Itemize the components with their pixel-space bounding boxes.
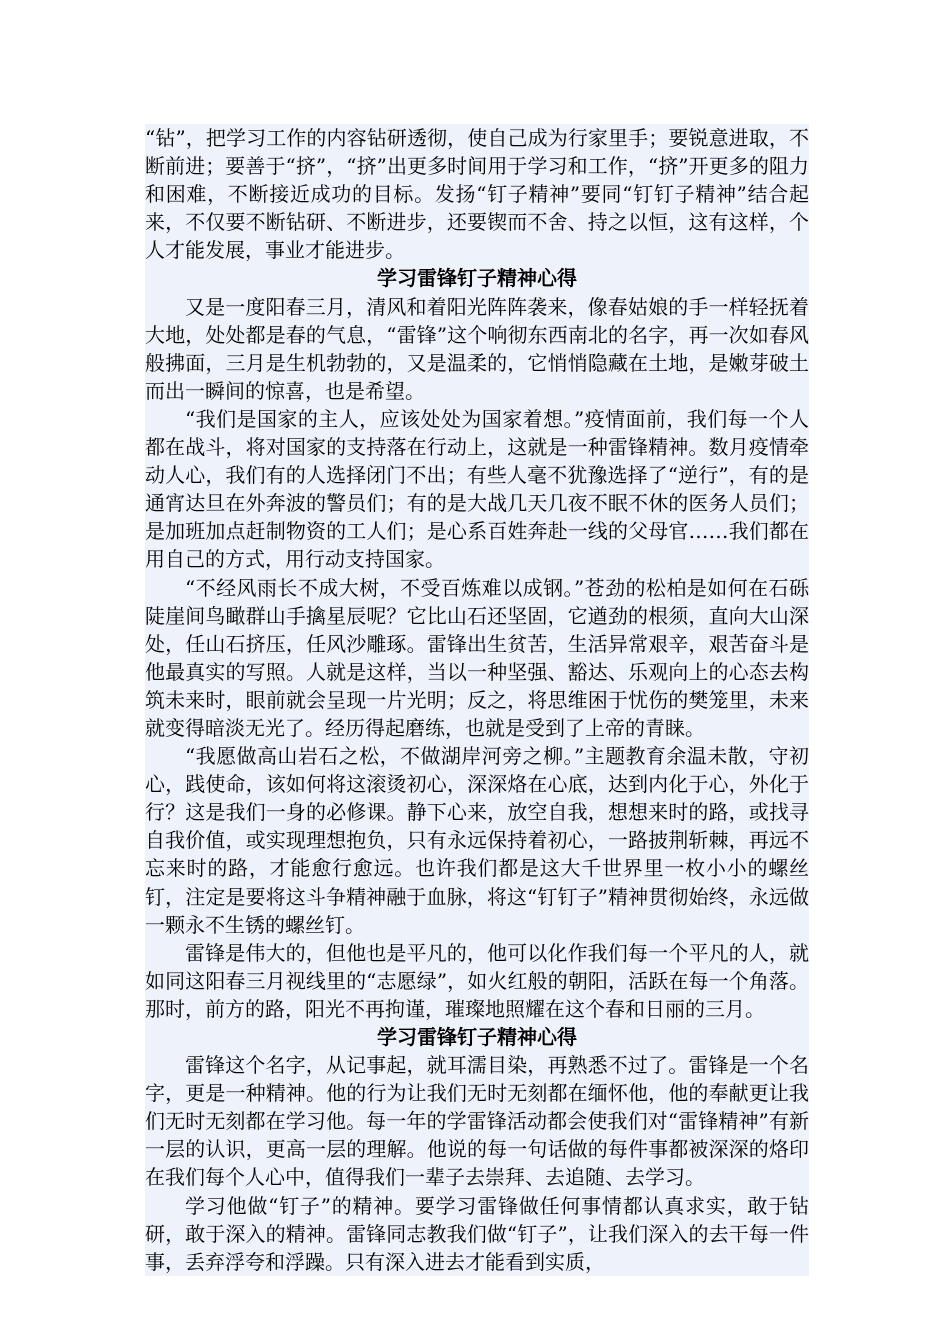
section-heading: 学习雷锋钉子精神心得	[145, 264, 809, 292]
document-body	[145, 124, 809, 1276]
body-paragraph: “我愿做高山岩石之松，不做湖岸河旁之柳。”主题教育余温未散，守初心，践使命，该如何将这滚烫初心，深深烙在心底，达到内化于心，外化于行？这是我们一身的必修课。静下心来，放空自我，想想来时的路，或找寻自我价值，或实现理想抱负，只有永远保持着初心，一路披荆斩棘，再远不忘来时的路，才能愈行愈远。也许我们都是这大千世界里一枚小小的螺丝钉，注定是要将这斗争精神融于血脉，将这“钉钉子”精神贯彻始终，永远做一颗永不生锈的螺丝钉。	[145, 742, 809, 939]
body-paragraph: “钻”，把学习工作的内容钻研透彻，使自己成为行家里手；要锐意进取，不断前进；要善于“挤”，“挤”出更多时间用于学习和工作，“挤”开更多的阻力和困难，不断接近成功的目标。发扬“钉子精神”要同“钉钉子精神”结合起来，不仅要不断钻研、不断进步，还要锲而不舍、持之以恒，这有这样，个人才能发展，事业才能进步。	[145, 124, 809, 264]
body-paragraph: 学习他做“钉子”的精神。要学习雷锋做任何事情都认真求实，敢于钻研，敢于深入的精神。雷锋同志教我们做“钉子”，让我们深入的去干每一件事，丢弃浮夸和浮躁。只有深入进去才能看到实质，	[145, 1192, 809, 1276]
body-paragraph: 雷锋这个名字，从记事起，就耳濡目染，再熟悉不过了。雷锋是一个名字，更是一种精神。他的行为让我们无时无刻都在缅怀他，他的奉献更让我们无时无刻都在学习他。每一年的学雷锋活动都会使我们对“雷锋精神”有新一层的认识，更高一层的理解。他说的每一句话做的每件事都被深深的烙印在我们每个人心中，值得我们一辈子去崇拜、去追随、去学习。	[145, 1051, 809, 1191]
body-paragraph: 雷锋是伟大的，但他也是平凡的，他可以化作我们每一个平凡的人，就如同这阳春三月视线里的“志愿绿”，如火红般的朝阳，活跃在每一个角落。那时，前方的路，阳光不再拘谨，璀璨地照耀在这个春和日丽的三月。	[145, 939, 809, 1023]
body-paragraph: 又是一度阳春三月，清风和着阳光阵阵袭来，像春姑娘的手一样轻抚着大地，处处都是春的气息，“雷锋”这个响彻东西南北的名字，再一次如春风般拂面，三月是生机勃勃的，又是温柔的，它悄悄隐藏在土地，是嫩芽破土而出一瞬间的惊喜，也是希望。	[145, 293, 809, 405]
body-paragraph: “不经风雨长不成大树，不受百炼难以成钢。”苍劲的松柏是如何在石砾陡崖间鸟瞰群山手擒星辰呢？它比山石还坚固，它遒劲的根须，直向大山深处，任山石挤压，任风沙雕琢。雷锋出生贫苦，生活异常艰辛，艰苦奋斗是他最真实的写照。人就是这样，当以一种坚强、豁达、乐观向上的心态去构筑未来时，眼前就会呈现一片光明；反之，将思维困于忧伤的樊笼里，未来就变得暗淡无光了。经历得起磨练，也就是受到了上帝的青睐。	[145, 574, 809, 743]
body-paragraph: “我们是国家的主人，应该处处为国家着想。”疫情面前，我们每一个人都在战斗，将对国家的支持落在行动上，这就是一种雷锋精神。数月疫情牵动人心，我们有的人选择闭门不出；有些人毫不犹豫选择了“逆行”，有的是通宵达旦在外奔波的警员们；有的是大战几天几夜不眠不休的医务人员们；是加班加点赶制物资的工人们；是心系百姓奔赴一线的父母官……我们都在用自己的方式，用行动支持国家。	[145, 405, 809, 574]
section-heading: 学习雷锋钉子精神心得	[145, 1023, 809, 1051]
